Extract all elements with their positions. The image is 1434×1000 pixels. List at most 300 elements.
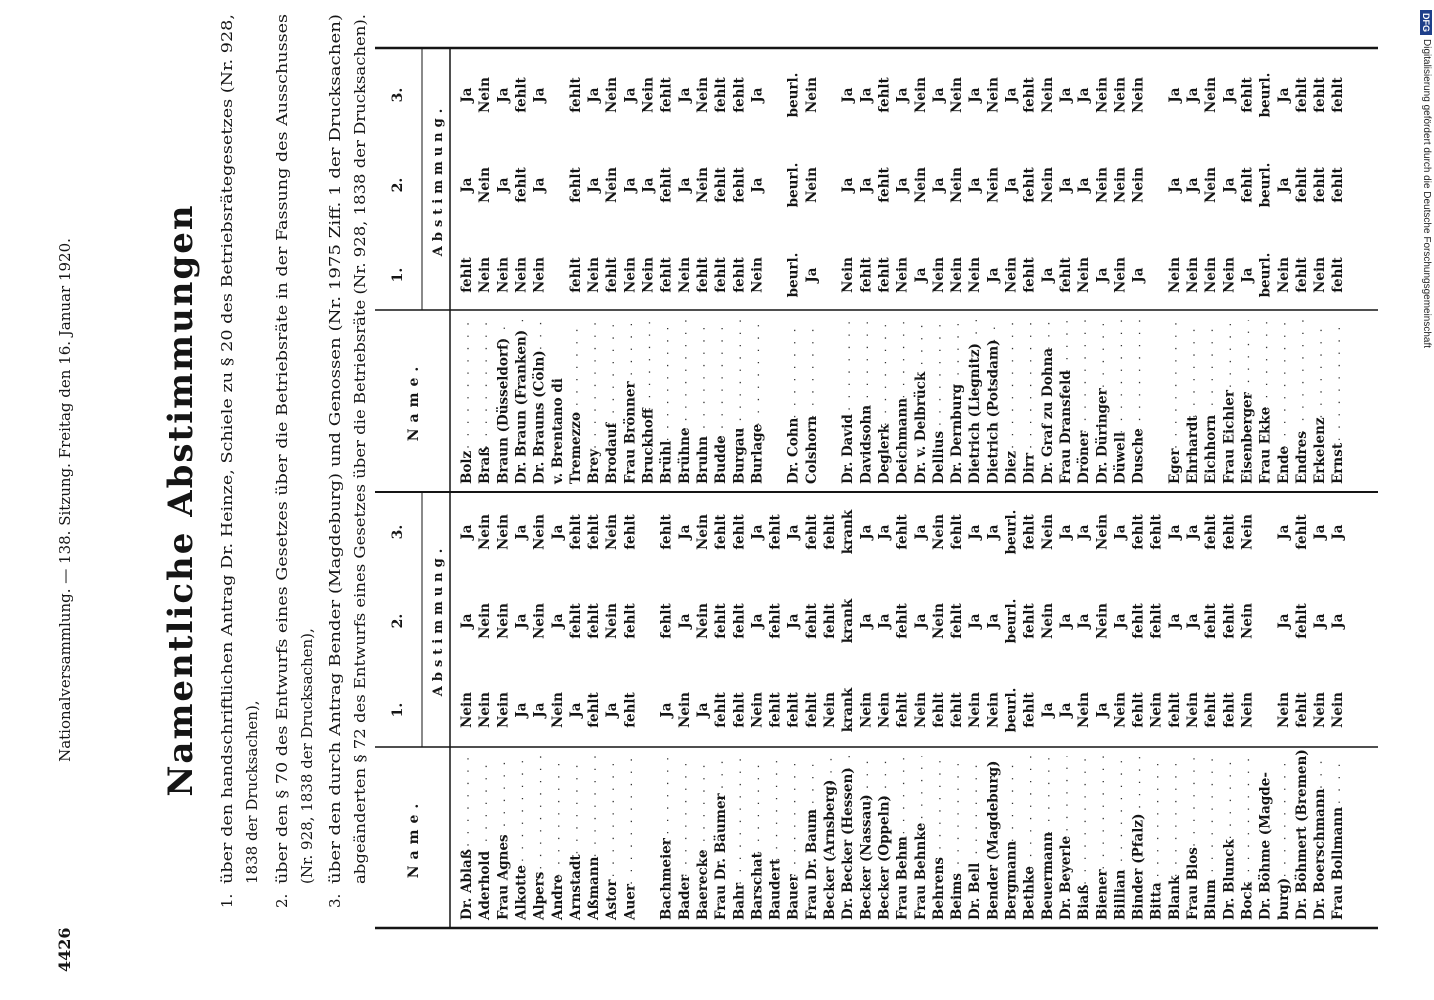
table-row bbox=[1040, 77, 1056, 484]
page-title: Namentliche Abstimmungen bbox=[161, 203, 201, 797]
member-name: Dr. Braun (Franken) bbox=[513, 329, 530, 484]
table-row bbox=[1258, 73, 1274, 484]
member-name: Bergmann bbox=[1003, 840, 1020, 920]
vote-3-value: fehlt bbox=[586, 514, 603, 550]
vote-2-value: fehlt bbox=[1221, 603, 1238, 639]
vote-1-value: Nein bbox=[1076, 692, 1093, 728]
table-row bbox=[695, 514, 711, 920]
vote-1-value: Nein bbox=[858, 692, 875, 728]
member-name: Arnstadt bbox=[567, 854, 584, 920]
vote-3-value: beurl. bbox=[1003, 509, 1020, 555]
intro-line: über den § 70 des Entwurfs eines Gesetzes über die Betriebsräte in der Fassung des Ausschusses bbox=[273, 140, 291, 884]
member-name: Dr. Cohn bbox=[785, 417, 802, 484]
table-row bbox=[786, 524, 802, 920]
vote-1-value: fehlt bbox=[876, 257, 893, 293]
vote-3-value: Nein bbox=[1039, 514, 1056, 550]
vote-3-value: Nein bbox=[531, 514, 548, 550]
vote-2-value: Ja bbox=[1057, 613, 1074, 629]
member-name: Frau Behm bbox=[894, 836, 911, 920]
member-name: Dr. Böhmert (Bremen) bbox=[1293, 749, 1310, 920]
vote-2-value: fehlt bbox=[567, 167, 584, 203]
digitization-credit-text: Digitalisierung gefördert durch die Deutsche Forschungsgemeinschaft bbox=[1421, 39, 1432, 349]
vote-2-value: Nein bbox=[495, 603, 512, 639]
vote-2-value: fehlt bbox=[876, 167, 893, 203]
vote-3-value: fehlt bbox=[1148, 514, 1165, 550]
vote-3-value: Nein bbox=[1039, 77, 1056, 113]
table-row bbox=[568, 513, 584, 921]
vote-3-value: fehlt bbox=[1021, 514, 1038, 550]
member-name: Frau Dransfeld bbox=[1057, 370, 1074, 484]
vote-1-value: fehlt bbox=[803, 692, 820, 728]
table-row bbox=[1076, 524, 1092, 920]
vote-2-value: Nein bbox=[1239, 603, 1256, 639]
vote-3-value: Nein bbox=[803, 77, 820, 113]
table-row bbox=[1294, 76, 1310, 484]
table-row bbox=[967, 87, 983, 484]
table-row bbox=[949, 77, 965, 484]
vote-3-value: Ja bbox=[785, 524, 802, 540]
vote-1-value: Nein bbox=[495, 257, 512, 293]
table-row bbox=[840, 509, 856, 920]
vote-1-value: Nein bbox=[1166, 257, 1183, 293]
vote-3-value: Nein bbox=[495, 514, 512, 550]
table-row bbox=[1276, 524, 1292, 920]
table-row bbox=[876, 76, 892, 484]
member-name: Tremezzo bbox=[567, 412, 584, 484]
vote-3-value: fehlt bbox=[622, 514, 639, 550]
vote-1-value: Nein bbox=[622, 257, 639, 293]
table-row bbox=[1004, 87, 1020, 484]
vote-3-value: Ja bbox=[967, 524, 984, 540]
table-row bbox=[1094, 77, 1110, 484]
vote-3-value: Nein bbox=[1130, 77, 1147, 113]
vote-3-value: fehlt bbox=[1021, 77, 1038, 113]
vote-2-value: Nein bbox=[604, 603, 621, 639]
vote-2-value: fehlt bbox=[1021, 603, 1038, 639]
vote-2-value: Ja bbox=[459, 177, 475, 193]
table-row bbox=[749, 524, 765, 920]
vote-3-value: Ja bbox=[622, 87, 639, 103]
member-name: Eisenberger bbox=[1239, 392, 1256, 484]
vote-2-value: Nein bbox=[1094, 167, 1111, 203]
table-row bbox=[804, 77, 820, 484]
member-name: Diez bbox=[1003, 450, 1020, 484]
vote-2-value: fehlt bbox=[1021, 167, 1038, 203]
vote-2-value: Ja bbox=[1185, 613, 1201, 629]
vote-2-value: Ja bbox=[676, 613, 693, 629]
table-row bbox=[949, 513, 965, 920]
vote-1-value: fehlt bbox=[731, 257, 748, 293]
vote-1-value: Ja bbox=[658, 702, 675, 718]
member-name: Braß bbox=[477, 446, 494, 484]
vote-1-value: Nein bbox=[822, 692, 838, 728]
vote-number-1: 1. bbox=[390, 702, 406, 718]
vote-1-value: fehlt bbox=[459, 257, 475, 293]
vote-3-value: Ja bbox=[1330, 524, 1347, 540]
member-name: Dr. Blunck bbox=[1221, 839, 1238, 920]
vote-1-value: Nein bbox=[1239, 692, 1256, 728]
vote-1-value: Nein bbox=[912, 692, 929, 728]
member-name: Brühl bbox=[658, 440, 675, 484]
member-name: Bock bbox=[1239, 882, 1256, 920]
table-row bbox=[749, 87, 765, 484]
member-name: Ernst bbox=[1330, 442, 1347, 484]
vote-3-value: Nein bbox=[1203, 77, 1220, 113]
vote-2-value: Nein bbox=[477, 167, 494, 203]
vote-2-value: fehlt bbox=[1312, 167, 1329, 203]
vote-1-value: Nein bbox=[985, 692, 1002, 728]
table-row bbox=[568, 76, 584, 484]
table-row bbox=[895, 513, 911, 920]
table-row bbox=[459, 524, 475, 920]
table-row bbox=[1058, 524, 1074, 920]
table-row bbox=[931, 87, 947, 484]
vote-3-value: Nein bbox=[604, 77, 621, 113]
member-name: Behrens bbox=[930, 857, 947, 920]
member-name: Alkotte bbox=[513, 864, 530, 920]
vote-2-value: fehlt bbox=[713, 167, 730, 203]
vote-3-value: fehlt bbox=[822, 514, 838, 550]
member-name: Deichmann bbox=[894, 397, 911, 484]
vote-2-value: Ja bbox=[1057, 177, 1074, 193]
member-name: Alpers bbox=[531, 871, 548, 920]
vote-2-value: Nein bbox=[949, 167, 966, 203]
vote-1-value: beurl. bbox=[1003, 687, 1020, 733]
intro-number: 1. bbox=[218, 893, 236, 908]
table-row bbox=[586, 513, 602, 921]
vote-3-value: Nein bbox=[985, 77, 1002, 113]
member-name: Binder (Pfalz) bbox=[1130, 813, 1147, 920]
vote-3-value: Ja bbox=[676, 87, 693, 103]
vote-1-value: fehlt bbox=[567, 257, 584, 293]
vote-3-value: Ja bbox=[894, 87, 911, 103]
table-row bbox=[1112, 77, 1128, 484]
vote-2-value: fehlt bbox=[513, 167, 530, 203]
member-name: Brühne bbox=[676, 427, 693, 484]
vote-2-value: fehlt bbox=[1330, 167, 1347, 203]
vote-2-value: Ja bbox=[840, 177, 857, 193]
vote-2-value: fehlt bbox=[822, 603, 838, 639]
vote-3-value: Ja bbox=[1076, 524, 1093, 540]
vote-3-value: Ja bbox=[1003, 87, 1020, 103]
vote-1-value: fehlt bbox=[1021, 692, 1038, 728]
vote-1-value: Nein bbox=[676, 692, 693, 728]
vote-1-value: Ja bbox=[513, 702, 530, 718]
vote-1-value: Nein bbox=[749, 257, 766, 293]
vote-3-value: Ja bbox=[676, 524, 693, 540]
vote-3-value: Nein bbox=[949, 77, 966, 113]
table-row bbox=[1330, 76, 1346, 484]
member-name: Frau Bollmann bbox=[1330, 806, 1347, 920]
vote-2-value: krank bbox=[840, 598, 857, 644]
vote-1-value: fehlt bbox=[1293, 257, 1310, 293]
vote-3-value: Nein bbox=[1094, 514, 1111, 550]
vote-2-value: Nein bbox=[694, 167, 711, 203]
table-row bbox=[895, 87, 911, 484]
vote-3-value: Ja bbox=[749, 87, 766, 103]
vote-2-value: Nein bbox=[1039, 603, 1056, 639]
vote-1-value: Nein bbox=[1148, 692, 1165, 728]
vote-2-value: beurl. bbox=[1003, 598, 1020, 644]
vote-1-value: Nein bbox=[1330, 692, 1347, 728]
vote-3-value: Ja bbox=[912, 524, 929, 540]
vote-3-value: fehlt bbox=[1293, 77, 1310, 113]
member-name: Endres bbox=[1293, 431, 1310, 484]
vote-1-value: Nein bbox=[459, 692, 475, 728]
vote-2-value: fehlt bbox=[1239, 167, 1256, 203]
vote-2-value: Nein bbox=[803, 167, 820, 203]
vote-3-value: Ja bbox=[930, 87, 947, 103]
table-row bbox=[1131, 77, 1147, 484]
member-name: Ende bbox=[1275, 445, 1292, 484]
member-name: Bruhn bbox=[694, 436, 711, 484]
vote-2-value: beurl. bbox=[785, 162, 802, 208]
vote-1-value: Nein bbox=[640, 257, 657, 293]
vote-2-value: Nein bbox=[531, 603, 548, 639]
table-row bbox=[1022, 76, 1038, 484]
vote-3-value: Ja bbox=[1112, 524, 1129, 540]
vote-1-value: Nein bbox=[1203, 257, 1220, 293]
vote-1-value: Ja bbox=[1094, 267, 1111, 283]
vote-2-value: fehlt bbox=[567, 603, 584, 639]
vote-group-label: Abstimmung. bbox=[431, 543, 446, 697]
name-column-header: Name. bbox=[406, 797, 422, 879]
vote-2-value: Nein bbox=[1039, 167, 1056, 203]
vote-2-value: fehlt bbox=[622, 603, 639, 639]
vote-3-value: fehlt bbox=[567, 77, 584, 113]
vote-3-value: Ja bbox=[858, 524, 875, 540]
table-row bbox=[1239, 514, 1255, 920]
vote-2-value: Nein bbox=[930, 603, 947, 639]
intro-line: über den durch Antrag Bender (Magdeburg) und Genossen (Nr. 1975 Ziff. 1 der Drucksachen) bbox=[326, 165, 344, 884]
table-row bbox=[913, 524, 929, 920]
vote-3-value: fehlt bbox=[767, 514, 784, 550]
vote-2-value: Nein bbox=[1094, 603, 1111, 639]
vote-3-value: krank bbox=[840, 509, 857, 555]
vote-2-value: Ja bbox=[858, 613, 875, 629]
table-row bbox=[1203, 513, 1219, 920]
member-name: Dr. David bbox=[840, 414, 857, 484]
vote-number-1: 1. bbox=[390, 267, 406, 283]
table-row bbox=[622, 513, 638, 921]
vote-number-2: 2. bbox=[390, 177, 406, 193]
table-row bbox=[1221, 87, 1237, 484]
vote-2-value: fehlt bbox=[1130, 603, 1147, 639]
member-name: Bolz bbox=[459, 450, 475, 484]
vote-3-value: fehlt bbox=[1203, 514, 1220, 550]
vote-1-value: fehlt bbox=[1130, 692, 1147, 728]
vote-2-value: Ja bbox=[513, 613, 530, 629]
table-row bbox=[713, 76, 729, 484]
vote-2-value: Ja bbox=[930, 177, 947, 193]
vote-1-value: krank bbox=[840, 687, 857, 733]
member-name: Dusche bbox=[1130, 428, 1147, 484]
vote-2-value: Ja bbox=[1076, 177, 1093, 193]
member-name: Barschat bbox=[749, 852, 766, 920]
vote-2-value: fehlt bbox=[658, 603, 675, 639]
vote-2-value: Ja bbox=[531, 177, 548, 193]
vote-3-value: Ja bbox=[1166, 87, 1183, 103]
vote-1-value: Ja bbox=[694, 702, 711, 718]
member-name: Dr. Bell bbox=[967, 862, 984, 920]
vote-3-value: Ja bbox=[531, 87, 548, 103]
vote-number-3: 3. bbox=[390, 87, 406, 103]
vote-2-value: Ja bbox=[1076, 613, 1093, 629]
vote-3-value: fehlt bbox=[894, 514, 911, 550]
vote-1-value: Nein bbox=[1076, 257, 1093, 293]
member-name: Beuermann bbox=[1039, 831, 1056, 920]
vote-1-value: Nein bbox=[967, 692, 984, 728]
vote-3-value: Nein bbox=[477, 77, 494, 113]
vote-3-value: fehlt bbox=[658, 514, 675, 550]
vote-3-value: Nein bbox=[604, 514, 621, 550]
member-name: Dr. Ablaß bbox=[459, 848, 475, 920]
vote-1-value: fehlt bbox=[785, 692, 802, 728]
vote-1-value: Nein bbox=[876, 692, 893, 728]
table-row bbox=[768, 513, 784, 920]
vote-2-value: Nein bbox=[912, 167, 929, 203]
vote-1-value: Ja bbox=[531, 702, 548, 718]
vote-2-value: Ja bbox=[749, 177, 766, 193]
member-name: Braun (Düsseldorf) bbox=[495, 337, 512, 484]
table-row bbox=[931, 514, 947, 920]
member-name: Dröner bbox=[1076, 430, 1093, 484]
vote-1-value: Ja bbox=[567, 702, 584, 718]
vote-2-value: Ja bbox=[549, 613, 566, 629]
vote-3-value: Ja bbox=[513, 524, 530, 540]
member-name: burg) bbox=[1275, 877, 1292, 920]
vote-2-value: fehlt bbox=[949, 603, 966, 639]
vote-1-value: Nein bbox=[1275, 257, 1292, 293]
member-name: v. Brentano di bbox=[549, 378, 566, 484]
vote-3-value: beurl. bbox=[785, 72, 802, 118]
table-row bbox=[1112, 524, 1128, 920]
table-row bbox=[1058, 87, 1074, 484]
table-row bbox=[695, 77, 711, 484]
member-name: Frau Dr. Baum bbox=[803, 809, 820, 920]
vote-3-value: fehlt bbox=[1330, 77, 1347, 113]
member-name: Dr. v. Delbrück bbox=[912, 371, 929, 484]
vote-1-value: Nein bbox=[1312, 257, 1329, 293]
vote-2-value: Ja bbox=[894, 177, 911, 193]
vote-1-value: Nein bbox=[477, 257, 494, 293]
vote-1-value: fehlt bbox=[604, 257, 621, 293]
member-name: Erkelenz bbox=[1312, 417, 1329, 484]
member-name: Frau Blos bbox=[1185, 847, 1201, 920]
member-name: Burgau bbox=[731, 427, 748, 484]
intro-line: abgeänderten § 72 des Entwurfs eines Gesetzes über die Betriebsräte (Nr. 928, 1838 der Drucksachen). bbox=[351, 90, 369, 884]
member-name: Bader bbox=[676, 874, 693, 920]
table-row bbox=[1239, 76, 1255, 484]
member-name: Dr. Graf zu Dohna bbox=[1039, 347, 1056, 484]
vote-3-value: Nein bbox=[912, 77, 929, 113]
vote-2-value: Ja bbox=[640, 177, 657, 193]
member-name: Dr. Beyerle bbox=[1057, 835, 1074, 920]
vote-3-value: fehlt bbox=[567, 514, 584, 550]
vote-2-value: Ja bbox=[1330, 613, 1347, 629]
table-row bbox=[1040, 514, 1056, 920]
member-name: Bauer bbox=[785, 874, 802, 920]
member-name: Dellius bbox=[930, 430, 947, 484]
vote-3-value: fehlt bbox=[1293, 514, 1310, 550]
vote-number-3: 3. bbox=[390, 524, 406, 540]
vote-2-value: fehlt bbox=[894, 603, 911, 639]
vote-2-value: Nein bbox=[1130, 167, 1147, 203]
vote-3-value: Nein bbox=[694, 514, 711, 550]
member-name: Burlage bbox=[749, 423, 766, 484]
member-name: Bethke bbox=[1021, 866, 1038, 920]
vote-1-value: Nein bbox=[1112, 257, 1129, 293]
member-name: Dietrich (Liegnitz) bbox=[967, 343, 984, 484]
member-name: Becker (Arnsberg) bbox=[822, 779, 838, 920]
table-row bbox=[1312, 76, 1328, 484]
vote-1-value: Ja bbox=[1057, 702, 1074, 718]
vote-2-value: Nein bbox=[604, 167, 621, 203]
vote-3-value: fehlt bbox=[1130, 514, 1147, 550]
vote-2-value: Ja bbox=[586, 177, 603, 193]
vote-1-value: Nein bbox=[949, 257, 966, 293]
member-name: Dr. Becker (Hessen) bbox=[840, 767, 857, 920]
member-name: Bruckhoff bbox=[640, 408, 657, 484]
vote-1-value: Nein bbox=[676, 257, 693, 293]
vote-1-value: fehlt bbox=[1221, 692, 1238, 728]
table-row bbox=[532, 87, 548, 484]
table-row bbox=[1330, 524, 1346, 920]
vote-1-value: Nein bbox=[586, 257, 603, 293]
member-name: Biener bbox=[1094, 869, 1111, 920]
vote-2-value: Ja bbox=[1166, 613, 1183, 629]
vote-1-value: Ja bbox=[604, 702, 621, 718]
table-row bbox=[1022, 513, 1038, 920]
vote-2-value: Ja bbox=[459, 613, 475, 629]
member-name: Dirr bbox=[1021, 452, 1038, 484]
vote-1-value: fehlt bbox=[694, 257, 711, 293]
page-number: 4426 bbox=[55, 927, 74, 972]
vote-1-value: Nein bbox=[549, 692, 566, 728]
vote-2-value: fehlt bbox=[1293, 167, 1310, 203]
vote-2-value: Ja bbox=[1112, 613, 1129, 629]
table-row bbox=[985, 77, 1001, 484]
vote-1-value: Nein bbox=[495, 692, 512, 728]
vote-2-value: Ja bbox=[785, 613, 802, 629]
vote-3-value: fehlt bbox=[713, 514, 730, 550]
vote-2-value: fehlt bbox=[767, 603, 784, 639]
member-name: Auer bbox=[622, 884, 639, 920]
vote-2-value: Ja bbox=[1275, 613, 1292, 629]
vote-3-value: Ja bbox=[586, 87, 603, 103]
table-row bbox=[641, 77, 657, 484]
vote-1-value: Nein bbox=[930, 257, 947, 293]
table-row bbox=[985, 524, 1001, 920]
table-row bbox=[659, 76, 675, 484]
table-row bbox=[477, 77, 493, 484]
member-name: Dr. Düringer bbox=[1094, 388, 1111, 484]
running-header: Nationalversammlung. — 138. Sitzung. Freitag den 16. Januar 1920. bbox=[56, 238, 74, 762]
vote-table-right bbox=[459, 73, 1346, 485]
vote-2-value: Ja bbox=[1166, 177, 1183, 193]
vote-1-value: Nein bbox=[749, 692, 766, 728]
intro-number: 2. bbox=[273, 893, 291, 908]
vote-1-value: fehlt bbox=[658, 257, 675, 293]
name-column-header: Name. bbox=[406, 360, 422, 442]
table-row bbox=[1167, 87, 1183, 484]
vote-2-value: Nein bbox=[477, 603, 494, 639]
vote-1-value: Nein bbox=[1003, 257, 1020, 293]
table-row bbox=[677, 87, 693, 484]
vote-2-value: fehlt bbox=[713, 603, 730, 639]
vote-1-value: Nein bbox=[894, 257, 911, 293]
member-name: Frau Behnke bbox=[912, 822, 929, 920]
